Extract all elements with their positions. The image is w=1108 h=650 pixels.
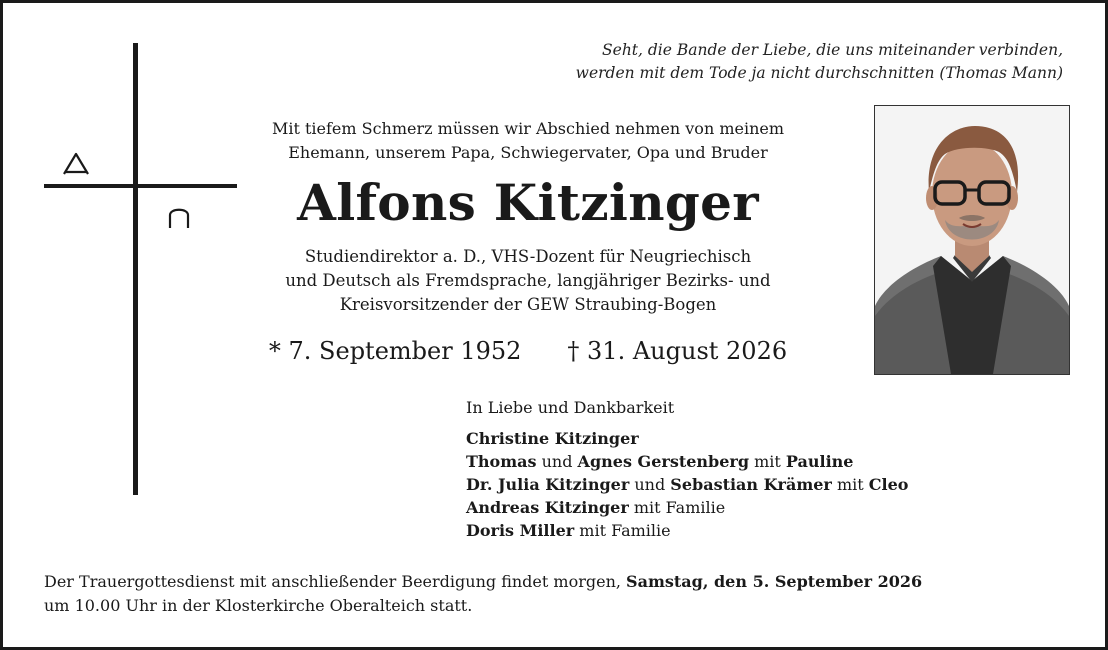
mourner-line — [466, 427, 908, 450]
mourners-lead: In Liebe und Dankbarkeit — [466, 398, 675, 417]
life-dates — [223, 334, 833, 368]
cross-vertical-bar — [133, 43, 138, 495]
birth-date: * 7. September 1952 — [268, 337, 522, 365]
quote-line: werden mit dem Tode ja nicht durchschnitten (Thomas Mann) — [575, 64, 1063, 82]
mourner-name: Christine Kitzinger — [466, 429, 639, 448]
title-line: Studiendirektor a. D., VHS-Dozent für Neugriechisch — [304, 247, 752, 266]
epigraph-quote — [576, 39, 1063, 85]
mourner-line — [466, 519, 908, 542]
mourners-list — [466, 396, 908, 542]
mourner-connector: mit — [749, 452, 786, 471]
mourner-name: Doris Miller — [466, 521, 575, 540]
mourner-connector: mit — [831, 475, 869, 494]
intro-line: Ehemann, unserem Papa, Schwiegervater, Opa und Bruder — [288, 143, 768, 162]
omega-symbol-icon — [165, 204, 193, 230]
mourner-name: Dr. Julia Kitzinger — [466, 475, 630, 494]
title-line: und Deutsch als Fremdsprache, langjähriger Bezirks- und — [285, 271, 771, 290]
service-text: Der Trauergottesdienst mit anschließender Beerdigung findet morgen, — [44, 572, 627, 591]
mourner-name: Agnes Gerstenberg — [577, 452, 750, 471]
mourner-line — [466, 473, 908, 496]
mourner-line — [466, 496, 908, 519]
service-date: Samstag, den 5. September 2026 — [626, 572, 923, 591]
mourner-name: Pauline — [785, 452, 854, 471]
mourner-connector: mit Familie — [628, 498, 726, 517]
mourner-connector: mit Familie — [574, 521, 671, 540]
funeral-service-info — [44, 570, 922, 618]
mourner-name: Sebastian Krämer — [670, 475, 832, 494]
mourner-line — [466, 450, 908, 473]
mourner-connector: und — [629, 475, 671, 494]
deceased-name: Alfons Kitzinger — [297, 173, 759, 232]
intro-text — [223, 117, 833, 165]
mourner-connector: und — [536, 452, 578, 471]
alpha-symbol-icon — [61, 150, 91, 178]
title-line: Kreisvorsitzender der GEW Straubing-Bogen — [339, 295, 717, 314]
service-line: um 10.00 Uhr in der Klosterkirche Oberalteich statt. — [44, 596, 473, 615]
death-date: † 31. August 2026 — [567, 337, 788, 365]
deceased-titles — [223, 245, 833, 317]
portrait-illustration — [875, 106, 1069, 374]
cross-horizontal-bar — [44, 184, 237, 188]
service-line — [44, 570, 922, 594]
mourner-name: Andreas Kitzinger — [466, 498, 629, 517]
mourner-lines — [466, 427, 908, 542]
mourner-name: Cleo — [868, 475, 909, 494]
portrait-photo — [874, 105, 1070, 375]
intro-line: Mit tiefem Schmerz müssen wir Abschied nehmen von meinem — [271, 119, 785, 138]
mourner-name: Thomas — [466, 452, 537, 471]
quote-line: Seht, die Bande der Liebe, die uns miteinander verbinden, — [602, 41, 1063, 59]
